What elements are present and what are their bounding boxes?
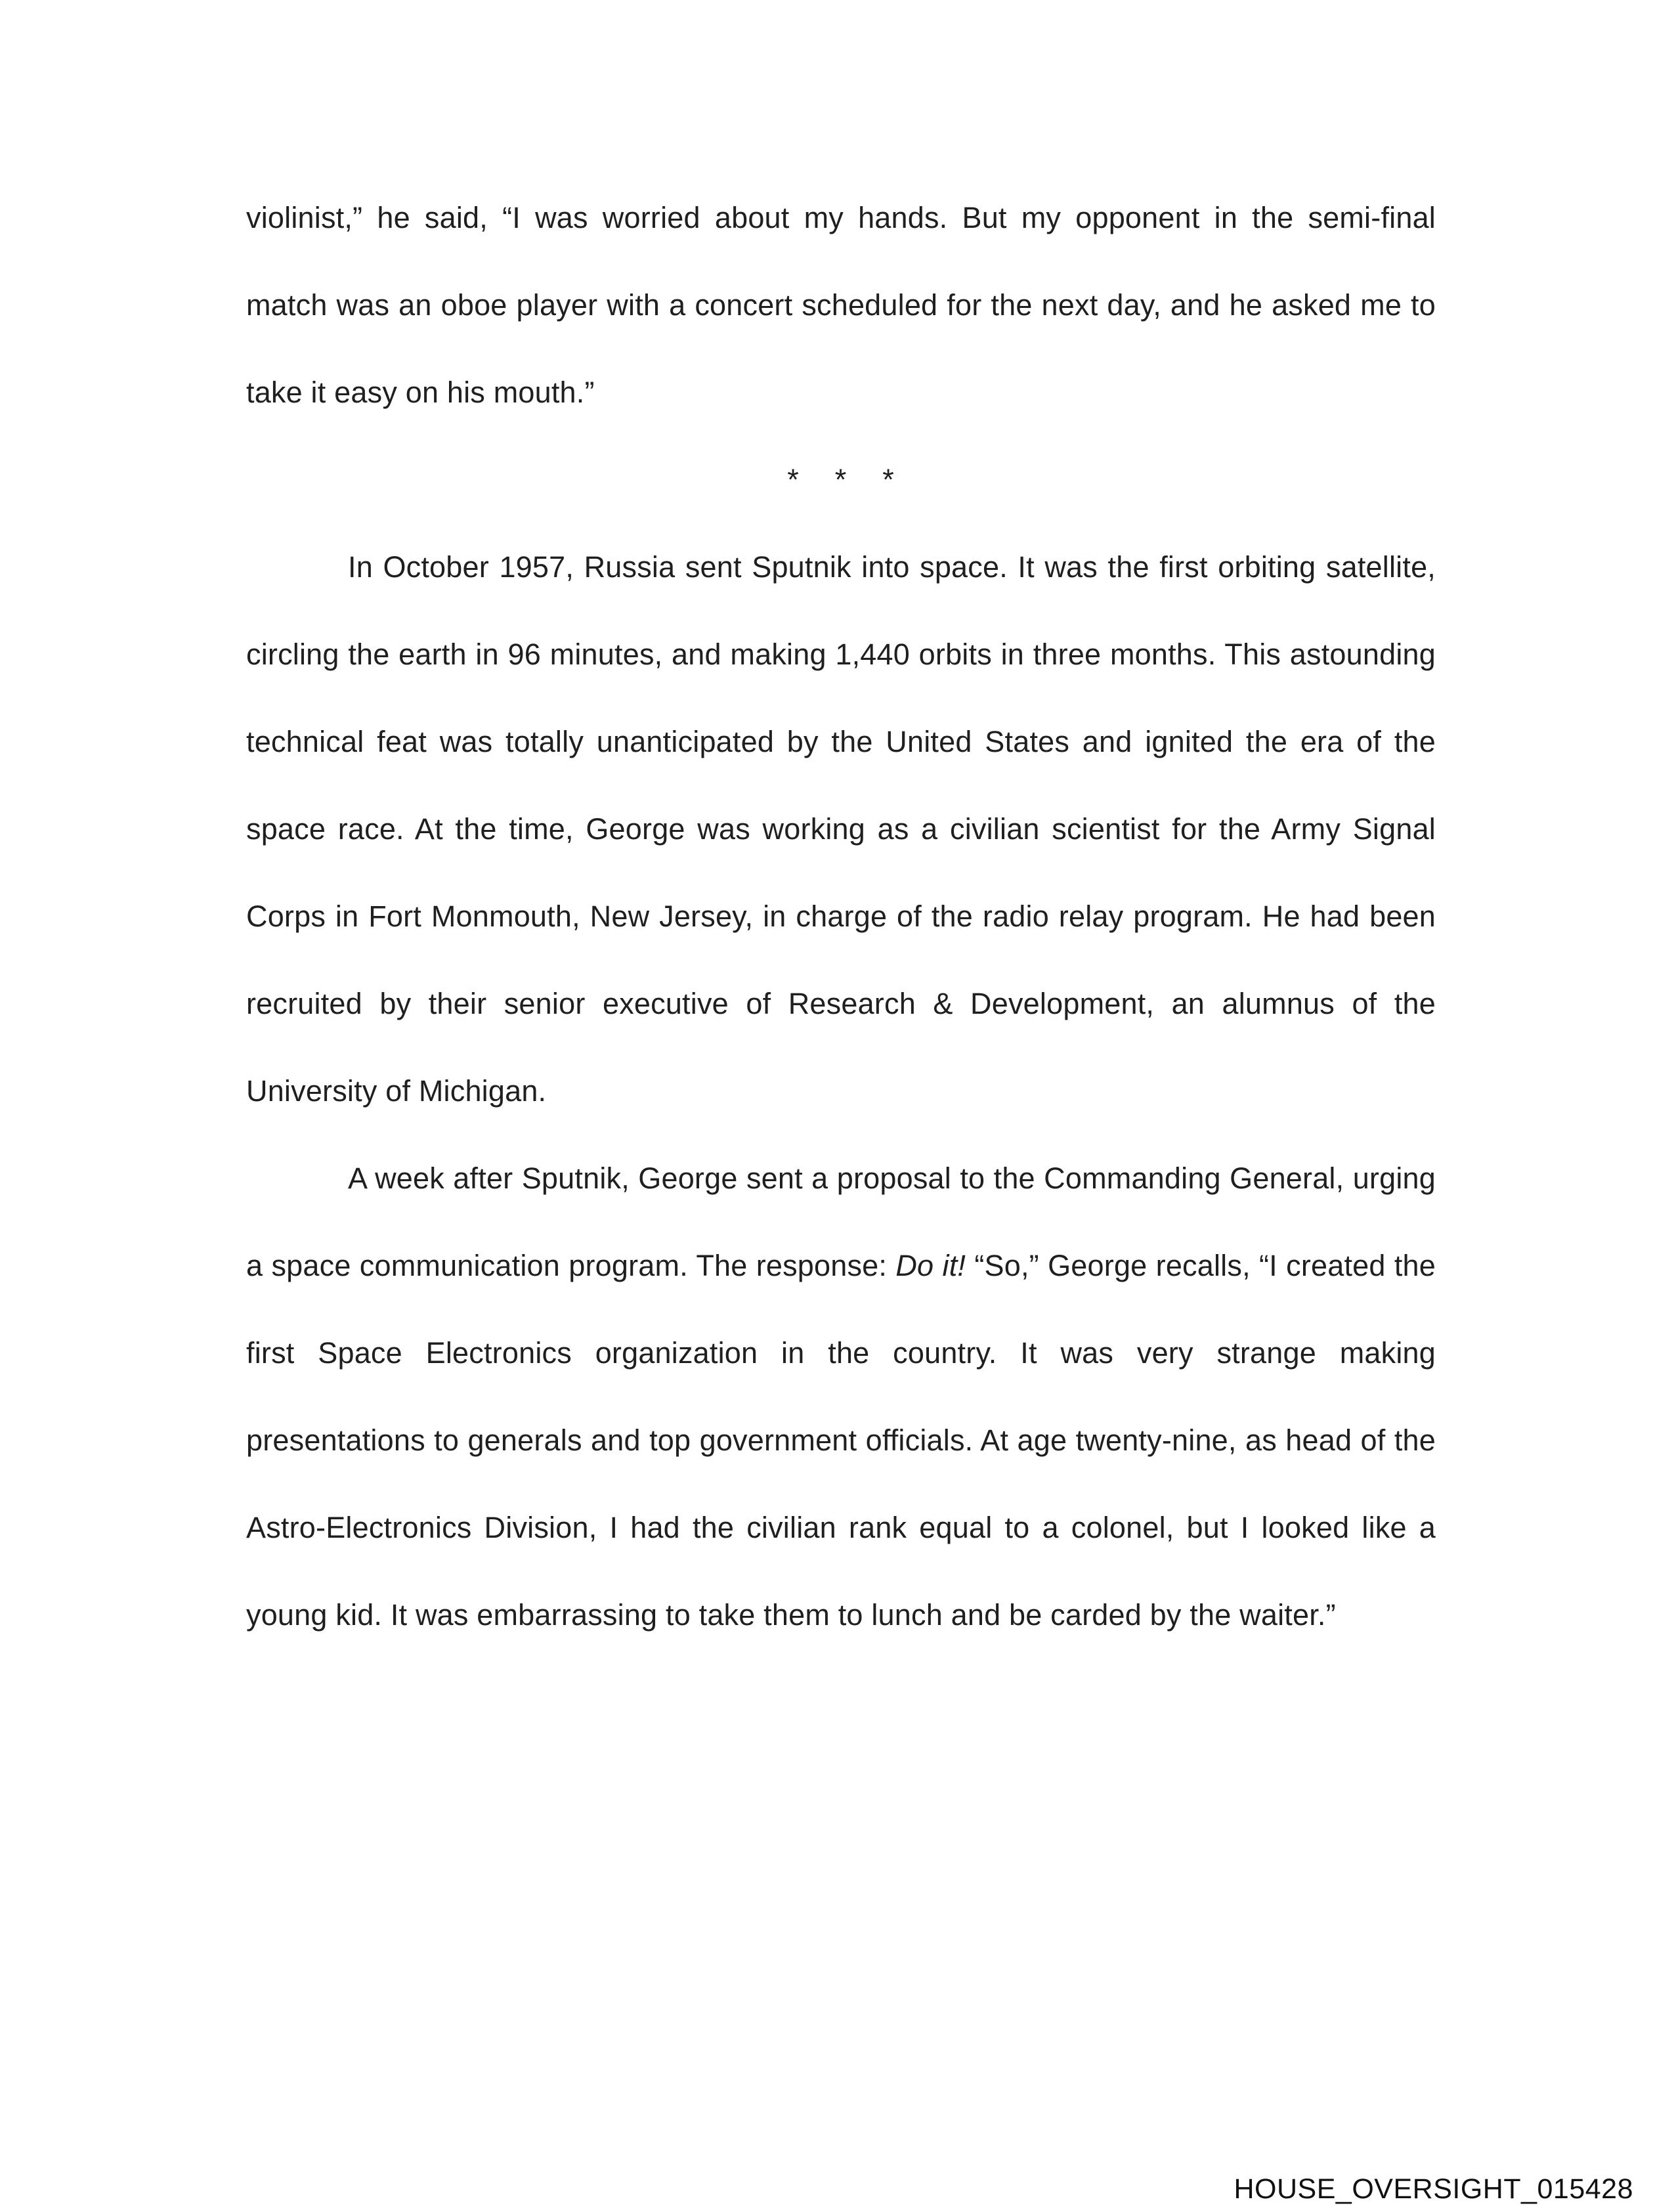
section-separator: * * *: [787, 463, 895, 496]
paragraph-proposal: [246, 1135, 1436, 1659]
paragraph-proposal-italic-do-it: Do it!: [895, 1249, 966, 1282]
bates-number: HOUSE_OVERSIGHT_015428: [1234, 2173, 1633, 2205]
text-block: [246, 174, 1436, 1659]
paragraph-violinist: violinist,” he said, “I was worried about my hands. But my opponent in the semi-final match was an oboe player with a concert scheduled for the next day, and he asked me to take it easy on his mouth.”: [246, 201, 1436, 409]
paragraph-proposal-segment-2: “So,” George recalls, “I created the first Space Electronics organization in the country. It was very strange making presentations to generals and top government officials. At age twenty-nine, as head of the Astro-Electronics Division, I had the civilian rank equal to a colonel, but I looked like a young kid. It was embarrassing to take them to lunch and be carded by the waiter.”: [246, 1249, 1436, 1632]
paragraph-sputnik: In October 1957, Russia sent Sputnik into space. It was the first orbiting satellite, circling the earth in 96 minutes, and making 1,440 orbits in three months. This astounding technical feat was totally unanticipated by the United States and ignited the era of the space race. At the time, George was working as a civilian scientist for the Army Signal Corps in Fort Monmouth, New Jersey, in charge of the radio relay program. He had been recruited by their senior executive of Research & Development, an alumnus of the University of Michigan.: [246, 550, 1436, 1108]
paragraph-proposal-segment-1: A week after Sputnik, George sent a proposal to the Commanding General, urging a space communication program. The response:: [246, 1161, 1436, 1282]
